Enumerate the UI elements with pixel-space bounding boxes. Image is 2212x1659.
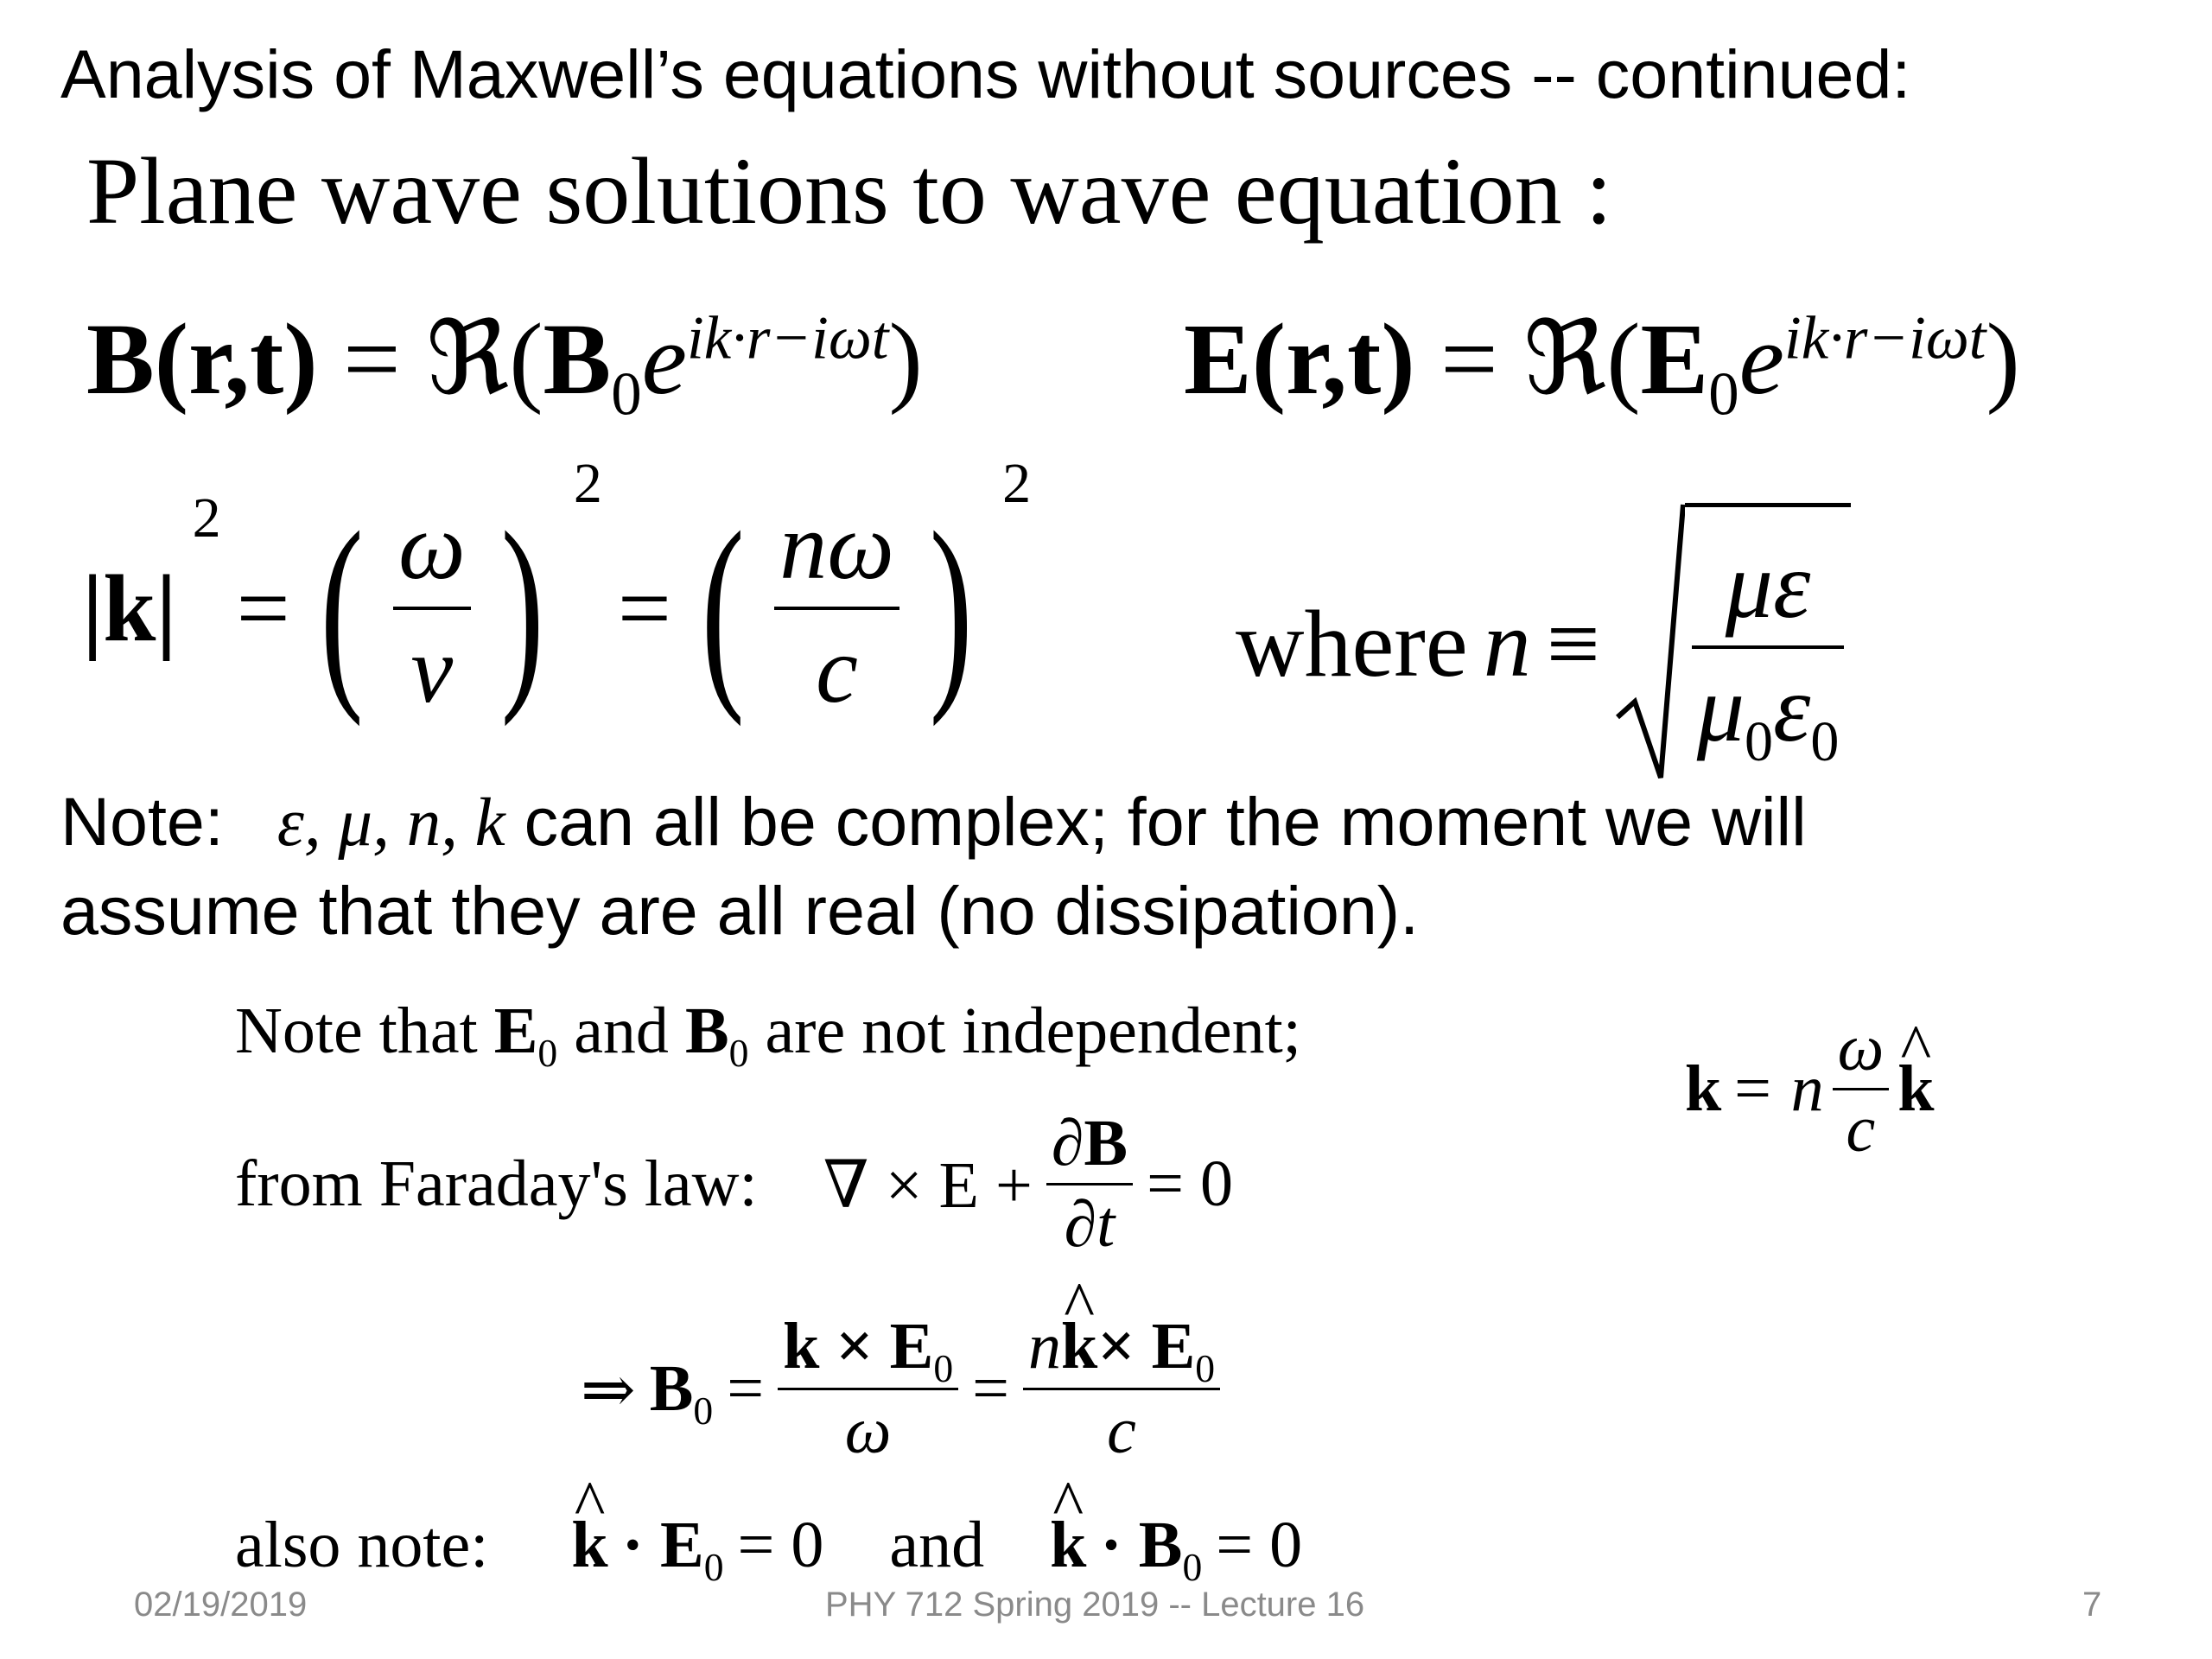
eq-B-exp: ik·r−iωt <box>687 304 889 372</box>
equation-transverse <box>235 1508 1303 1590</box>
eq-E-re: = ℜ( <box>1440 302 1641 416</box>
paren-right-1: ) <box>500 488 544 728</box>
kdef-k: k <box>1685 1052 1722 1125</box>
sqrt-frac-bar <box>1692 645 1845 649</box>
also-dotE: · E <box>621 1509 704 1581</box>
equation-k-vector <box>1685 1011 1935 1167</box>
paren-right-2: ) <box>929 488 973 728</box>
note-rest: can all be complex; for the moment we will <box>524 783 1807 860</box>
eq-B-close: ) <box>888 302 923 416</box>
paren-left-2: ( <box>701 488 745 728</box>
also-and: and <box>889 1509 985 1581</box>
faraday-rhs: = 0 <box>1147 1147 1233 1220</box>
eq-B-amp: B <box>543 302 612 416</box>
indep-E0-sub: 0 <box>537 1031 558 1076</box>
equation-refractive-index <box>1236 501 1851 786</box>
kdef-eq: = n <box>1730 1052 1824 1125</box>
equation-E-plane-wave <box>1184 298 2020 429</box>
frac1-den: v <box>410 617 454 722</box>
paren-left-1: ( <box>320 488 364 728</box>
sqrt-sign-icon <box>1616 501 1685 786</box>
frac2-num: nω <box>779 493 894 599</box>
eq-k-eq2: = <box>617 555 671 661</box>
b0-den2: c <box>1107 1395 1136 1467</box>
eq-k-eq1: = <box>236 555 290 661</box>
faraday-den: ∂t <box>1064 1188 1116 1261</box>
b0-eq2: = <box>972 1352 1009 1425</box>
indep-text1: Note that <box>235 995 478 1067</box>
b0-bar1 <box>778 1388 958 1390</box>
sqrt-num: με <box>1725 531 1811 638</box>
eq-E-e: e <box>1738 302 1785 416</box>
indep-E0: E <box>493 995 538 1067</box>
equation-B-plane-wave <box>86 298 923 429</box>
faraday-bar <box>1046 1183 1133 1185</box>
frac1-bar <box>393 607 471 610</box>
eq-E-sub: 0 <box>1708 360 1739 429</box>
also-label: also note: <box>235 1509 489 1581</box>
also-dotB: · B <box>1100 1509 1183 1581</box>
b0-frac2 <box>1023 1309 1220 1469</box>
eq-E-exp: ik·r−iωt <box>1784 304 1986 372</box>
indep-B0-sub: 0 <box>728 1031 749 1076</box>
also-B-sub: 0 <box>1182 1545 1203 1590</box>
faraday-curl: ∇ × E + <box>823 1148 1033 1222</box>
eq-B-sub: 0 <box>611 360 642 429</box>
sqrt-radical <box>1616 501 1852 786</box>
also-eq1: = 0 <box>737 1509 824 1581</box>
indep-and: and <box>574 995 669 1067</box>
equation-k-squared: |k| 2 = ( $\frac{\omega}{v}$ ) 2 = ( $\frac{n\omega}{c}$ ) 2 <box>82 484 1031 733</box>
frac2-bar <box>774 607 899 610</box>
kdef-frac <box>1833 1011 1890 1167</box>
frac-mu-eps <box>1692 531 1845 773</box>
b0-eq1: = <box>727 1352 765 1425</box>
faraday-frac <box>1046 1106 1133 1262</box>
also-k1: ^ k <box>571 1508 607 1583</box>
eq-B-re: = ℜ( <box>343 302 543 416</box>
sqrt-den: $\mu_0\varepsilon_0$ <box>1696 655 1840 773</box>
footer-date: 02/19/2019 <box>134 1586 308 1624</box>
b0-B: B <box>649 1352 694 1425</box>
note-symbols: ε, μ, n, k <box>276 785 505 861</box>
eq-E-lhs: E(r,t) <box>1184 302 1415 416</box>
where-equiv: ≡ <box>1546 590 1600 696</box>
b0-den1: ω <box>844 1395 892 1467</box>
kdef-den: c <box>1846 1093 1876 1166</box>
also-E-sub: 0 <box>703 1545 724 1590</box>
frac1-num: ω <box>397 493 466 599</box>
eq-B-e: e <box>641 302 688 416</box>
indep-text2: are not independent; <box>765 995 1301 1067</box>
b0-frac1 <box>778 1309 958 1469</box>
kdef-khat: ^ k <box>1897 1052 1934 1127</box>
frac-n-omega-over-c <box>774 492 899 725</box>
where-label: where <box>1236 590 1468 696</box>
equation-faraday <box>235 1106 1233 1262</box>
note-line-2: assume that they are all real (no dissipation). <box>60 872 1420 949</box>
eq-k-abs: |k| <box>82 555 177 661</box>
frac-omega-over-v <box>393 492 471 725</box>
equation-B0-relation <box>581 1309 1220 1469</box>
eq-E-amp: E <box>1640 302 1709 416</box>
also-eq2: = 0 <box>1216 1509 1303 1581</box>
also-k2: ^ k <box>1050 1508 1086 1583</box>
eq-B-lhs: B(r,t) <box>86 302 318 416</box>
section-heading: Plane wave solutions to wave equation : <box>86 138 1612 244</box>
b0-num1: $k \times E_0$ <box>783 1310 954 1391</box>
b0-B-sub: 0 <box>693 1389 714 1433</box>
eq-E-close: ) <box>1986 302 2020 416</box>
b0-num2: n^ $k\times E_0$ <box>1023 1309 1220 1384</box>
footer-course: PHY 712 Spring 2019 -- Lecture 16 <box>825 1586 1365 1624</box>
kdef-num: ω <box>1837 1012 1885 1084</box>
note-prefix: Note: <box>60 783 224 860</box>
b0-bar2 <box>1023 1388 1220 1390</box>
note-line-1 <box>60 782 1807 862</box>
faraday-label: from Faraday's law: <box>235 1147 758 1220</box>
slide-title: Analysis of Maxwell’s equations without sources -- continued: <box>60 35 1911 112</box>
footer-page-number: 7 <box>2082 1586 2102 1624</box>
b0-implies: ⇒ <box>581 1353 636 1427</box>
frac2-den: c <box>816 617 858 722</box>
where-n: n <box>1483 590 1531 696</box>
indep-statement <box>235 994 1301 1076</box>
indep-B0: B <box>684 995 729 1067</box>
faraday-num: ∂B <box>1051 1107 1128 1179</box>
kdef-bar <box>1833 1088 1890 1090</box>
